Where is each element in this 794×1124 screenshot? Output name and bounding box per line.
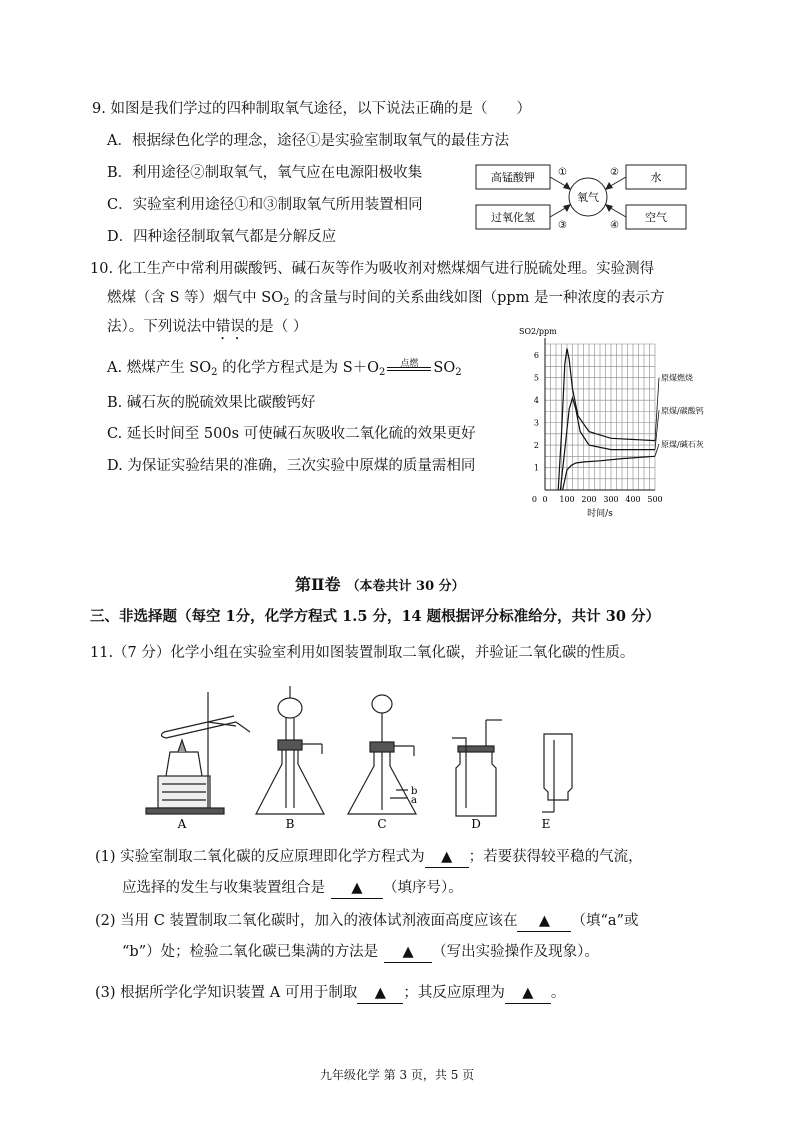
y-tick-label: 6	[533, 351, 539, 361]
answer-blank[interactable]: ▲	[357, 983, 403, 1004]
apparatus-label-b: B	[285, 817, 295, 831]
q11-sub1-line2: 应选择的发生与收集装置组合是 ▲ （填序号）。	[122, 878, 463, 899]
path-num-3: ③	[558, 220, 567, 231]
q11-sub2-line2: “b”）处；检验二氧化碳已集满的方法是 ▲ （写出实验操作及现象）。	[122, 942, 599, 963]
source-label-water: 水	[650, 171, 662, 184]
page-footer: 九年级化学 第 3 页，共 5 页	[319, 1068, 475, 1082]
y-tick-label: 2	[533, 441, 539, 451]
answer-blank[interactable]: ▲	[505, 983, 551, 1004]
y-tick-label: 1	[533, 463, 539, 473]
q11-sub2-line1: (2) 当用 C 装置制取二氧化碳时，加入的液体试剂液面高度应该在 ▲ （填“a”或	[95, 911, 638, 932]
answer-blank[interactable]: ▲	[425, 847, 469, 868]
apparatus-e	[542, 734, 572, 812]
answer-blank[interactable]: ▲	[331, 878, 383, 899]
y-axis-label: SO2/ppm	[519, 327, 557, 336]
x-tick-label: 0	[542, 495, 548, 504]
mark-b: b	[411, 786, 418, 797]
q10-stem-line1: 10. 化工生产中常利用碳酸钙、碱石灰等作为吸收剂对燃煤烟气进行脱硫处理。实验测得	[90, 261, 655, 277]
apparatus-label-d: D	[471, 817, 481, 831]
origin-label: 0	[531, 495, 537, 504]
q10-option-b: B. 碱石灰的脱硫效果比碳酸钙好	[107, 395, 316, 411]
path-num-4: ④	[610, 220, 619, 231]
part2-note: （本卷共计 30 分）	[346, 579, 465, 594]
series-label: 原煤/碳酸钙	[661, 406, 704, 416]
source-label-h2o2: 过氧化氢	[491, 211, 535, 224]
apparatus-figure	[140, 680, 580, 835]
source-label-air: 空气	[645, 211, 667, 224]
part2-title: 第Ⅱ卷	[295, 575, 341, 594]
apparatus-c	[348, 695, 416, 814]
source-label-kmno4: 高锰酸钾	[491, 171, 535, 184]
x-tick-label: 300	[603, 495, 619, 504]
mark-a: a	[411, 795, 417, 806]
q11-sub3: (3) 根据所学化学知识装置 A 可用于制取 ▲ ；其反应原理为 ▲ 。	[95, 983, 565, 1004]
apparatus-label-e: E	[541, 817, 551, 831]
q11-stem: 11.（7 分）化学小组在实验室利用如图装置制取二氧化碳，并验证二氧化碳的性质。	[90, 645, 635, 661]
q9-option-b: B．利用途径②制取氧气，氧气应在电源阳极收集	[107, 165, 423, 181]
x-tick-label: 400	[625, 495, 641, 504]
series-line	[563, 456, 655, 490]
answer-blank[interactable]: ▲	[517, 911, 571, 932]
q9-option-d: D．四种途径制取氧气都是分解反应	[107, 229, 337, 245]
series-label: 原煤/碱石灰	[661, 439, 704, 449]
section-three-heading: 三、非选择题（每空 1分，化学方程式 1.5 分，14 题根据评分标准给分，共计 30 分）	[90, 608, 660, 625]
y-tick-label: 4	[533, 396, 539, 406]
q9-option-c: C．实验室利用途径①和③制取氧气所用装置相同	[107, 197, 423, 213]
path-num-1: ①	[558, 167, 567, 178]
q11-sub1-line1: (1) 实验室制取二氧化碳的反应原理即化学方程式为 ▲ ；若要获得较平稳的气流，	[95, 847, 643, 868]
emphasis-word: 错误	[215, 319, 245, 335]
series-line	[560, 398, 655, 490]
q9-option-a: A．根据绿色化学的理念，途径①是实验室制取氧气的最佳方法	[107, 133, 509, 149]
x-tick-label: 500	[647, 495, 663, 504]
part2-heading	[295, 575, 465, 597]
answer-blank[interactable]: ▲	[384, 942, 432, 963]
q10-stem-line2: 燃煤（含 S 等）烟气中 $SO_2$ 的含量与时间的关系曲线如图（ppm 是一种浓度的表示方	[107, 290, 665, 308]
oxygen-pathways-diagram	[470, 155, 700, 237]
apparatus-a	[146, 692, 250, 814]
q10-option-a: A. 燃煤产生 $SO_2$ 的化学方程式是为 $S+O_2$ 点燃 $SO_2$	[107, 359, 462, 378]
apparatus-label-c: C	[377, 817, 387, 831]
q9-stem: 9. 如图是我们学过的四种制取氧气途径，以下说法正确的是（ ）	[92, 101, 531, 117]
reaction-arrow: 点燃	[387, 358, 431, 378]
x-tick-label: 200	[581, 495, 597, 504]
x-axis-label: 时间/s	[587, 509, 613, 519]
q10-option-d: D. 为保证实验结果的准确，三次实验中原煤的质量需相同	[107, 458, 476, 474]
x-tick-label: 100	[559, 495, 575, 504]
q10-option-c: C. 延长时间至 500s 可使碱石灰吸收二氧化硫的效果更好	[107, 426, 476, 442]
so2-time-chart	[505, 322, 745, 522]
path-num-2: ②	[610, 167, 619, 178]
apparatus-label-a: A	[177, 817, 187, 831]
apparatus-b	[256, 686, 324, 814]
y-tick-label: 5	[533, 373, 539, 383]
apparatus-d	[452, 720, 502, 816]
center-label-oxygen: 氧气	[577, 191, 599, 204]
q10-stem-line3: 法）。下列说法中错误的是（ ）	[107, 319, 308, 335]
y-tick-label: 3	[533, 418, 539, 428]
series-label: 原煤燃烧	[661, 373, 693, 383]
